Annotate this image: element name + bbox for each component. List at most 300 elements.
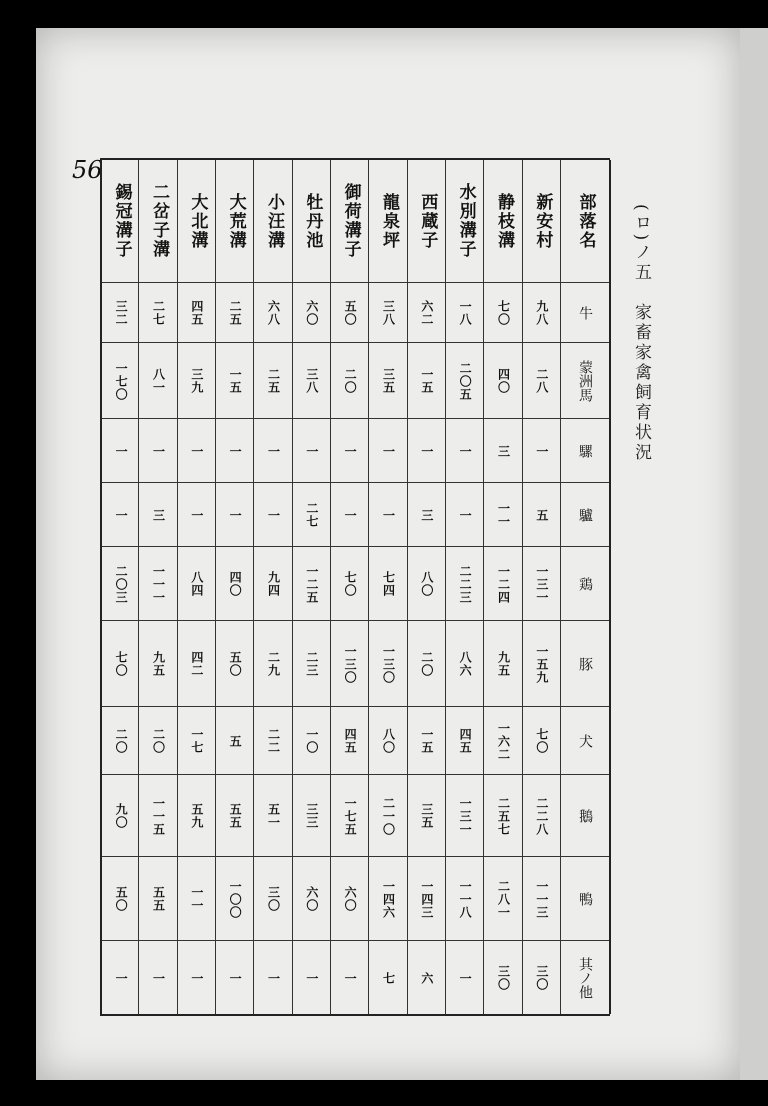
table-cell-text: 一 <box>266 444 281 458</box>
table-cell-text: 一 <box>304 971 319 985</box>
table-cell-text: 二〇 <box>151 728 166 754</box>
table-cell <box>139 342 177 419</box>
table-cell <box>293 620 331 707</box>
table-cell-text: 二一〇 <box>381 796 396 836</box>
table-cell-text: 三〇 <box>534 965 549 991</box>
table-cell-text: 一三〇 <box>381 644 396 684</box>
table-cell <box>369 418 407 483</box>
table-cell-text: 四五 <box>458 728 473 754</box>
corner-header <box>561 160 609 282</box>
village-name <box>331 160 369 282</box>
table-cell-text: 一二四 <box>496 564 511 604</box>
village-name-text: 新安村 <box>532 192 553 250</box>
table-cell-text: 九八 <box>534 300 549 326</box>
table-cell <box>446 342 484 419</box>
table-cell-text: 七〇 <box>534 728 549 754</box>
table-cell <box>216 620 254 707</box>
table-cell-text: 九五 <box>496 651 511 677</box>
table-cell-text: 一 <box>189 508 204 522</box>
table-cell <box>446 546 484 621</box>
table-cell-text: 一 <box>381 508 396 522</box>
table-cell-text: 一二五 <box>304 564 319 604</box>
table-cell <box>369 282 407 343</box>
table-cell <box>523 482 561 547</box>
village-name <box>216 160 254 282</box>
table-cell <box>369 774 407 857</box>
village-name-text: 西蔵子 <box>417 192 438 250</box>
row-header-text: 鴨 <box>577 892 593 906</box>
table-cell <box>216 342 254 419</box>
table-cell <box>293 856 331 941</box>
table-cell-text: 二八 <box>534 368 549 394</box>
row-header <box>561 706 609 775</box>
table-cell-text: 三八 <box>381 300 396 326</box>
table-cell <box>523 342 561 419</box>
page-number: 56 <box>72 156 103 184</box>
table-cell <box>178 706 216 775</box>
table-cell <box>408 482 446 547</box>
table-cell <box>139 482 177 547</box>
village-column <box>407 160 446 1014</box>
village-name-text: 大荒溝 <box>225 192 246 250</box>
table-cell-text: 五九 <box>189 803 204 829</box>
village-column <box>445 160 484 1014</box>
table-cell-text: 四〇 <box>228 571 243 597</box>
table-cell-text: 一三一 <box>534 564 549 604</box>
table-cell-text: 三三 <box>304 803 319 829</box>
table-cell <box>102 856 140 941</box>
table-cell <box>369 856 407 941</box>
table-cell-text: 一一三 <box>534 879 549 919</box>
village-column <box>253 160 292 1014</box>
table-cell <box>484 342 522 419</box>
table-cell <box>484 856 522 941</box>
table-cell <box>331 940 369 1015</box>
table-cell <box>369 482 407 547</box>
table-cell-text: 一 <box>343 971 358 985</box>
table-cell-text: 八一 <box>151 368 166 394</box>
village-name <box>254 160 292 282</box>
row-header-text: 驢 <box>577 508 593 522</box>
table-cell-text: 一 <box>343 508 358 522</box>
table-cell <box>408 418 446 483</box>
table-cell-text: 一 <box>228 444 243 458</box>
table-cell-text: 一 <box>228 508 243 522</box>
village-name-text: 小汪溝 <box>263 192 284 250</box>
table-cell <box>102 282 140 343</box>
table-cell-text: 四五 <box>189 300 204 326</box>
row-header-text: 騾 <box>577 444 593 458</box>
table-cell <box>484 546 522 621</box>
table-cell <box>216 856 254 941</box>
table-cell-text: 一 <box>114 971 129 985</box>
table-cell <box>484 706 522 775</box>
table-cell-text: 一 <box>266 971 281 985</box>
table-cell-text: 一 <box>189 971 204 985</box>
table-cell <box>331 774 369 857</box>
village-name <box>408 160 446 282</box>
table-cell <box>178 620 216 707</box>
table-cell <box>139 546 177 621</box>
table-cell-text: 八六 <box>458 651 473 677</box>
table-cell <box>216 940 254 1015</box>
table-cell-text: 一六二 <box>496 721 511 761</box>
table-cell-text: 二〇 <box>419 651 434 677</box>
row-header-text: 其ノ他 <box>577 957 593 999</box>
table-cell <box>139 282 177 343</box>
village-column <box>100 160 140 1014</box>
row-header-text: 鵝 <box>577 809 593 823</box>
livestock-table <box>100 158 610 1016</box>
table-cell <box>369 940 407 1015</box>
row-header <box>561 282 609 343</box>
table-cell-text: 二七 <box>151 300 166 326</box>
table-cell-text: 一 <box>266 508 281 522</box>
table-cell <box>484 482 522 547</box>
table-cell <box>331 546 369 621</box>
table-cell-text: 一五 <box>228 368 243 394</box>
table-cell <box>446 418 484 483</box>
village-name-text: 水別溝子 <box>455 183 476 259</box>
row-header <box>561 856 609 941</box>
table-cell <box>254 546 292 621</box>
row-header-text: 蒙洲馬 <box>577 360 593 402</box>
table-cell-text: 二五七 <box>496 796 511 836</box>
table-cell-text: 九〇 <box>114 803 129 829</box>
table-cell <box>216 706 254 775</box>
table-cell <box>216 482 254 547</box>
table-cell <box>484 940 522 1015</box>
table-cell-text: 四二 <box>189 651 204 677</box>
table-cell <box>523 418 561 483</box>
table-cell-text: 一三一 <box>458 796 473 836</box>
row-header <box>561 620 609 707</box>
village-column <box>177 160 216 1014</box>
table-cell-text: 一 <box>151 971 166 985</box>
table-cell <box>254 856 292 941</box>
table-cell-text: 五一 <box>266 803 281 829</box>
table-cell <box>254 418 292 483</box>
village-name-text: 牡丹池 <box>302 192 323 250</box>
village-name <box>178 160 216 282</box>
table-cell-text: 一 <box>228 971 243 985</box>
table-cell-text: 八〇 <box>419 571 434 597</box>
table-cell <box>484 418 522 483</box>
table-cell-text: 五〇 <box>114 886 129 912</box>
table-cell-text: 一 <box>343 444 358 458</box>
table-cell-text: 三五 <box>419 803 434 829</box>
table-cell <box>178 546 216 621</box>
table-cell-text: 一 <box>419 444 434 458</box>
table-cell <box>293 546 331 621</box>
row-header <box>561 546 609 621</box>
village-name-text: 御荷溝子 <box>340 183 361 259</box>
table-cell <box>446 856 484 941</box>
table-cell-text: 二二三 <box>458 564 473 604</box>
table-cell-text: 七〇 <box>496 300 511 326</box>
table-cell-text: 一一八 <box>458 879 473 919</box>
table-cell <box>102 342 140 419</box>
table-cell <box>178 282 216 343</box>
table-cell <box>484 774 522 857</box>
table-cell-text: 七〇 <box>343 571 358 597</box>
village-column <box>368 160 407 1014</box>
table-cell <box>446 282 484 343</box>
table-cell-text: 一 <box>114 508 129 522</box>
table-cell-text: 六二 <box>419 300 434 326</box>
table-cell <box>178 482 216 547</box>
table-cell <box>254 940 292 1015</box>
table-cell-text: 五〇 <box>228 651 243 677</box>
table-cell-text: 一 <box>151 444 166 458</box>
village-name-text: 龍泉坪 <box>378 192 399 250</box>
table-cell <box>331 620 369 707</box>
row-header <box>561 482 609 547</box>
village-column <box>292 160 331 1014</box>
table-cell-text: 六〇 <box>304 886 319 912</box>
table-cell <box>446 706 484 775</box>
table-caption: (ロ)ノ五 家畜家禽飼育状況 <box>631 204 651 464</box>
table-cell <box>331 706 369 775</box>
table-cell-text: 三九 <box>189 368 204 394</box>
table-cell-text: 一七 <box>189 728 204 754</box>
table-cell-text: 三二 <box>114 300 129 326</box>
table-cell <box>139 706 177 775</box>
table-cell-text: 一三〇 <box>343 644 358 684</box>
table-cell-text: 一一 <box>189 886 204 912</box>
table-cell <box>216 774 254 857</box>
table-cell <box>523 620 561 707</box>
village-name-text: 静枝溝 <box>493 192 514 250</box>
table-cell <box>139 418 177 483</box>
table-cell-text: 三八 <box>304 368 319 394</box>
village-name <box>102 160 140 282</box>
table-cell <box>331 418 369 483</box>
table-cell <box>369 546 407 621</box>
table-cell-text: 一 <box>114 444 129 458</box>
row-header-text: 鶏 <box>577 577 593 591</box>
table-cell <box>178 940 216 1015</box>
table-cell <box>523 546 561 621</box>
table-cell-text: 五 <box>228 734 243 748</box>
table-cell <box>408 546 446 621</box>
village-name-text: 大北溝 <box>187 192 208 250</box>
table-cell-text: 一七五 <box>343 796 358 836</box>
table-cell-text: 七〇 <box>114 651 129 677</box>
table-cell-text: 一四三 <box>419 879 434 919</box>
table-cell-text: 二九 <box>266 651 281 677</box>
table-cell <box>254 620 292 707</box>
village-column <box>330 160 369 1014</box>
table-cell <box>408 706 446 775</box>
table-cell-text: 四〇 <box>496 368 511 394</box>
village-name <box>446 160 484 282</box>
village-column <box>215 160 254 1014</box>
table-cell <box>523 940 561 1015</box>
table-cell <box>178 342 216 419</box>
table-cell <box>178 856 216 941</box>
village-name <box>369 160 407 282</box>
table-cell-text: 一一五 <box>151 796 166 836</box>
table-cell <box>408 856 446 941</box>
table-cell-text: 五五 <box>151 886 166 912</box>
row-header-text: 牛 <box>577 306 593 320</box>
table-cell <box>293 774 331 857</box>
row-header-column <box>560 160 611 1014</box>
table-cell <box>293 940 331 1015</box>
table-cell <box>369 620 407 707</box>
table-cell-text: 七四 <box>381 571 396 597</box>
table-cell <box>408 940 446 1015</box>
row-header <box>561 940 609 1015</box>
table-cell-text: 五〇 <box>343 300 358 326</box>
table-cell-text: 一五九 <box>534 644 549 684</box>
table-cell-text: 二七 <box>304 502 319 528</box>
table-cell-text: 一 <box>534 444 549 458</box>
table-cell-text: 八四 <box>189 571 204 597</box>
table-cell-text: 二五 <box>266 368 281 394</box>
table-cell <box>446 940 484 1015</box>
table-cell <box>254 706 292 775</box>
table-cell <box>331 282 369 343</box>
village-name <box>139 160 177 282</box>
table-cell <box>408 282 446 343</box>
table-cell-text: 三〇 <box>496 965 511 991</box>
table-cell-text: 八〇 <box>381 728 396 754</box>
table-cell-text: 九五 <box>151 651 166 677</box>
table-cell <box>293 482 331 547</box>
table-cell <box>331 482 369 547</box>
table-cell-text: 一七〇 <box>114 361 129 401</box>
table-cell-text: 三 <box>151 508 166 522</box>
table-cell <box>523 706 561 775</box>
table-cell-text: 二〇 <box>114 728 129 754</box>
corner-header-text: 部落名 <box>575 192 596 250</box>
table-cell <box>408 342 446 419</box>
row-header <box>561 774 609 857</box>
table-cell-text: 一一 <box>496 502 511 528</box>
table-cell <box>139 774 177 857</box>
table-cell-text: 五五 <box>228 803 243 829</box>
table-cell-text: 一八 <box>458 300 473 326</box>
table-cell <box>369 706 407 775</box>
village-name-text: 二岔子溝 <box>148 183 169 259</box>
table-cell <box>139 620 177 707</box>
table-cell <box>102 774 140 857</box>
table-cell-text: 三五 <box>381 368 396 394</box>
table-cell-text: 一四六 <box>381 879 396 919</box>
table-cell <box>254 342 292 419</box>
table-cell-text: 六 <box>419 971 434 985</box>
row-header-text: 豚 <box>577 657 593 671</box>
table-cell <box>369 342 407 419</box>
table-cell <box>178 774 216 857</box>
table-cell-text: 一 <box>458 971 473 985</box>
table-cell-text: 二三 <box>304 651 319 677</box>
table-cell <box>446 774 484 857</box>
table-cell-text: 一 <box>458 444 473 458</box>
table-cell <box>523 774 561 857</box>
table-cell-text: 六〇 <box>304 300 319 326</box>
table-cell-text: 一 <box>381 444 396 458</box>
table-cell-text: 一 <box>304 444 319 458</box>
table-cell-text: 三 <box>419 508 434 522</box>
row-header <box>561 418 609 483</box>
table-cell-text: 二八一 <box>496 879 511 919</box>
table-cell <box>293 418 331 483</box>
table-cell-text: 二〇五 <box>458 361 473 401</box>
table-cell <box>408 774 446 857</box>
table-cell-text: 一五 <box>419 368 434 394</box>
table-cell-text: 一五 <box>419 728 434 754</box>
table-cell-text: 四五 <box>343 728 358 754</box>
village-name <box>523 160 561 282</box>
table-cell <box>102 546 140 621</box>
table-cell <box>102 940 140 1015</box>
table-cell <box>216 546 254 621</box>
table-cell-text: 二五 <box>228 300 243 326</box>
village-name <box>293 160 331 282</box>
village-column <box>138 160 177 1014</box>
table-cell <box>484 620 522 707</box>
table-cell <box>102 482 140 547</box>
table-cell-text: 三 <box>496 444 511 458</box>
village-name-text: 錫冠溝子 <box>111 183 132 259</box>
table-cell <box>216 418 254 483</box>
table-cell-text: 九四 <box>266 571 281 597</box>
table-cell-text: 七 <box>381 971 396 985</box>
table-cell-text: 六〇 <box>343 886 358 912</box>
village-name <box>484 160 522 282</box>
table-cell <box>139 856 177 941</box>
table-cell <box>331 342 369 419</box>
table-cell <box>102 418 140 483</box>
table-cell <box>293 282 331 343</box>
table-cell-text: 二〇 <box>343 368 358 394</box>
table-cell <box>484 282 522 343</box>
table-cell <box>254 282 292 343</box>
table-cell-text: 二二八 <box>534 796 549 836</box>
table-cell-text: 六八 <box>266 300 281 326</box>
table-cell <box>102 620 140 707</box>
table-cell-text: 五 <box>534 508 549 522</box>
table-cell <box>293 706 331 775</box>
table-cell <box>446 482 484 547</box>
table-cell <box>523 856 561 941</box>
village-column <box>483 160 522 1014</box>
table-cell-text: 一〇 <box>304 728 319 754</box>
table-cell-text: 一〇〇 <box>228 879 243 919</box>
table-cell <box>254 774 292 857</box>
table-cell <box>102 706 140 775</box>
row-header <box>561 342 609 419</box>
table-cell <box>139 940 177 1015</box>
table-cell <box>178 418 216 483</box>
row-header-text: 犬 <box>577 734 593 748</box>
table-cell-text: 二〇三 <box>114 564 129 604</box>
table-cell <box>254 482 292 547</box>
table-cell-text: 三〇 <box>266 886 281 912</box>
table-cell <box>293 342 331 419</box>
village-column <box>522 160 561 1014</box>
table-cell <box>216 282 254 343</box>
table-cell <box>446 620 484 707</box>
table-cell-text: 二二 <box>266 728 281 754</box>
table-cell-text: 一 <box>189 444 204 458</box>
table-cell <box>523 282 561 343</box>
page-edge <box>740 28 768 1080</box>
table-cell <box>331 856 369 941</box>
